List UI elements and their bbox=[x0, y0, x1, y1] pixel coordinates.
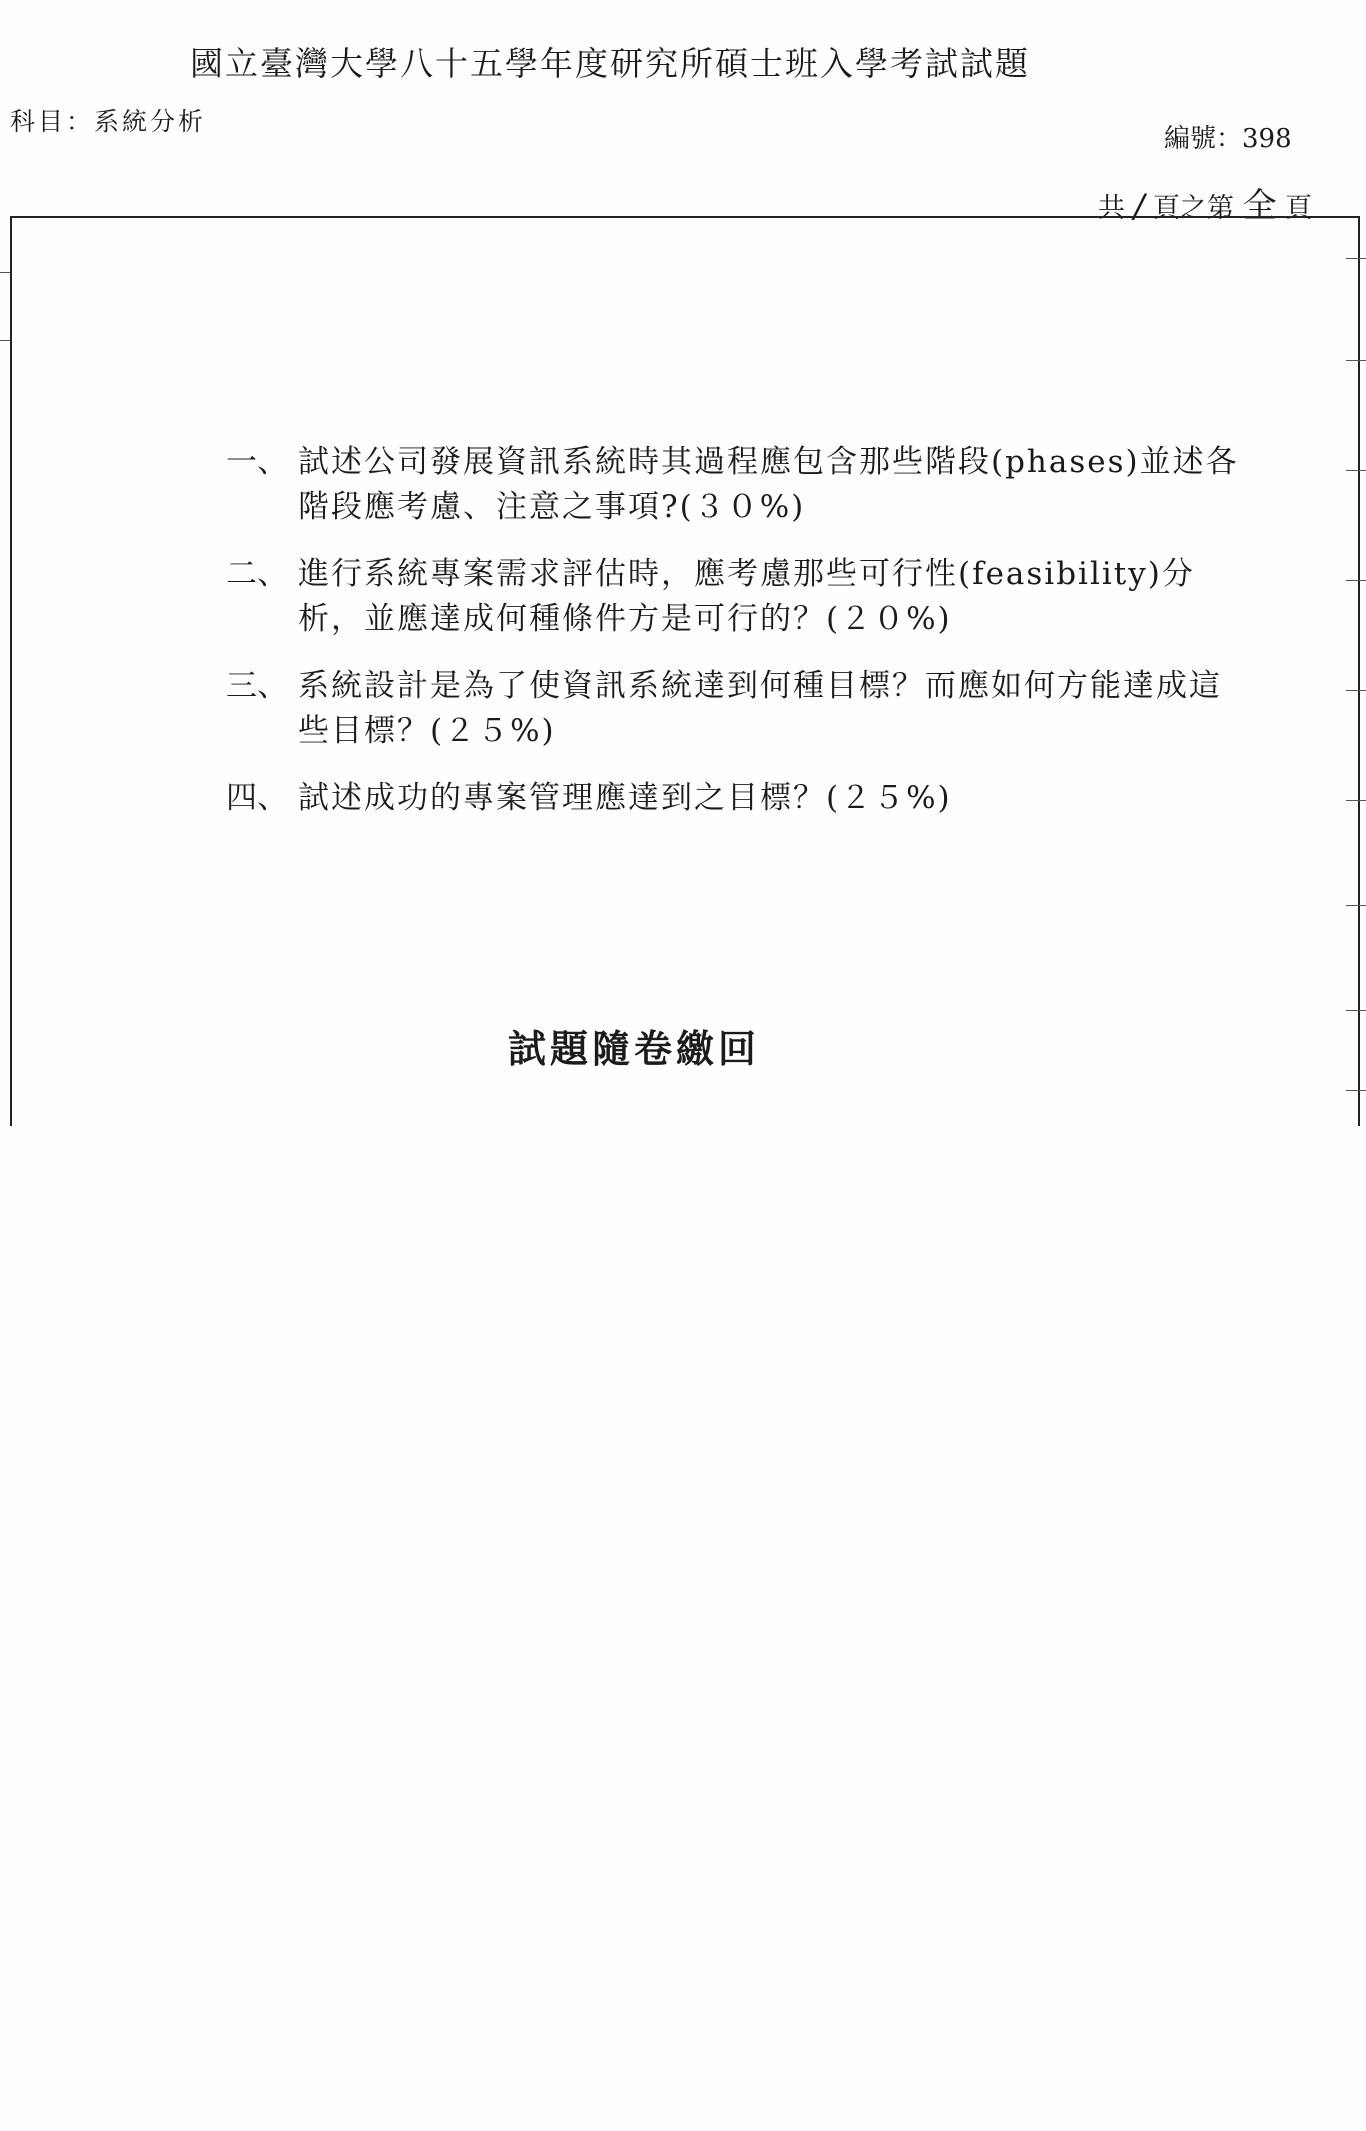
right-edge-tick bbox=[1346, 1010, 1366, 1011]
page-count-middle: 頁之第 bbox=[1152, 193, 1234, 224]
exam-title: 國立臺灣大學八十五學年度研究所碩士班入學考試試題 bbox=[190, 44, 1030, 83]
question-list bbox=[226, 440, 1246, 843]
right-edge-tick bbox=[1346, 258, 1366, 259]
question-text: 試述成功的專案管理應達到之目標？(２５%) bbox=[298, 780, 952, 816]
page-count-total: / bbox=[1133, 187, 1145, 225]
left-edge-tick bbox=[0, 272, 10, 273]
question-number: 二、 bbox=[226, 556, 288, 592]
question-number: 一、 bbox=[226, 444, 288, 480]
exam-code: 編號：398 bbox=[1164, 124, 1292, 154]
page-count-number: 全 bbox=[1242, 186, 1277, 226]
question-text: 試述公司發展資訊系統時其過程應包含那些階段(phases)並述各階段應考慮、注意之事項?(３０%) bbox=[298, 444, 1239, 525]
right-edge-tick bbox=[1346, 905, 1366, 906]
question-item bbox=[226, 440, 1246, 530]
page-count-suffix: 頁 bbox=[1285, 193, 1313, 224]
question-item bbox=[226, 664, 1246, 754]
right-edge-tick bbox=[1346, 360, 1366, 361]
question-item bbox=[226, 776, 1246, 821]
subject-label: 科目：系統分析 bbox=[10, 107, 207, 136]
return-paper-note: 試題隨卷繳回 bbox=[508, 1026, 761, 1071]
right-edge-tick bbox=[1346, 1090, 1366, 1091]
right-edge-tick bbox=[1346, 470, 1366, 471]
question-text: 系統設計是為了使資訊系統達到何種目標？而應如何方能達成這些目標？(２５%) bbox=[298, 668, 1222, 749]
left-edge-tick bbox=[0, 340, 10, 341]
question-number: 三、 bbox=[226, 668, 288, 704]
question-number: 四、 bbox=[226, 780, 288, 816]
right-edge-tick bbox=[1346, 800, 1366, 801]
right-edge-tick bbox=[1346, 690, 1366, 691]
question-text: 進行系統專案需求評估時，應考慮那些可行性(feasibility)分析，並應達成何種條件方是可行的？(２０%) bbox=[298, 556, 1195, 637]
right-edge-tick bbox=[1346, 580, 1366, 581]
page-count-prefix: 共 bbox=[1098, 193, 1125, 224]
question-item bbox=[226, 552, 1246, 642]
